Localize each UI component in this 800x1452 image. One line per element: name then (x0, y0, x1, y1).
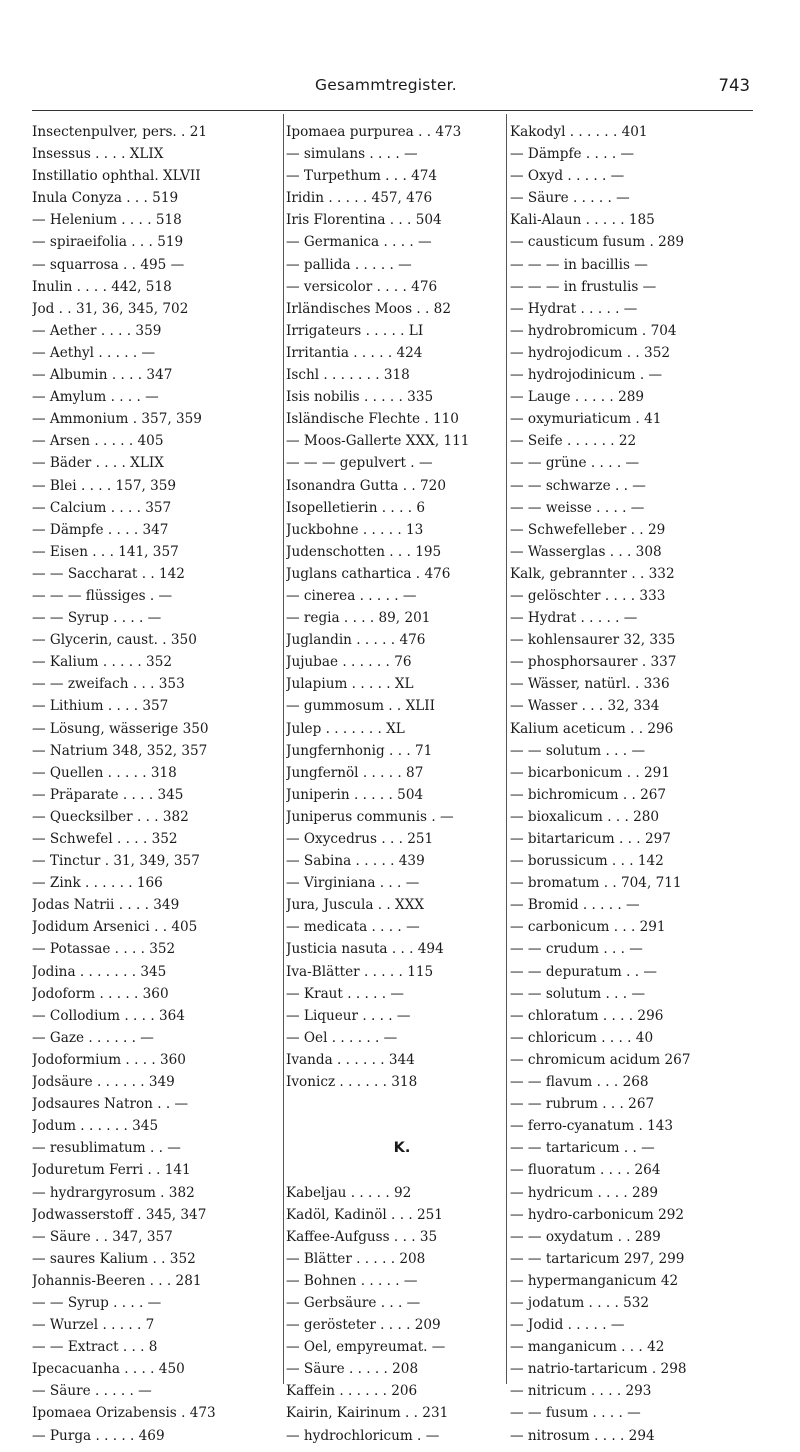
index-entry: Kaffee-Aufguss . . . 35 (286, 1228, 438, 1245)
index-entry: — bicarbonicum . . 291 (510, 764, 670, 781)
index-entry: Jodwasserstoff . 345, 347 (32, 1206, 207, 1223)
index-entry: — Hydrat . . . . . — (510, 300, 638, 317)
index-entry: — Säure . . . . . 208 (286, 1361, 419, 1378)
index-entry: Jujubae . . . . . . 76 (286, 654, 412, 671)
index-entry: — oxymuriaticum . 41 (510, 411, 662, 428)
index-entry: — Jodid . . . . . — (510, 1317, 625, 1334)
index-entry: — Wässer, natürl. . 336 (510, 676, 670, 693)
index-entry: — Moos-Gallerte XXX, 111 (286, 433, 470, 450)
index-entry: — Glycerin, caust. . 350 (32, 632, 197, 649)
index-entry: — — oxydatum . . 289 (510, 1228, 661, 1245)
section-heading: K. (393, 1140, 411, 1157)
index-entry: — bichromicum . . 267 (510, 786, 667, 803)
index-entry: Jura, Juscula . . XXX (286, 897, 425, 914)
index-entry: — ferro-cyanatum . 143 (510, 1118, 674, 1135)
page-title: Gesammtregister. (315, 76, 457, 94)
index-entry: — Eisen . . . 141, 357 (32, 543, 179, 560)
index-entry: — Wurzel . . . . . 7 (32, 1317, 155, 1334)
index-entry: Iva-Blätter . . . . . 115 (286, 963, 434, 980)
index-entry: Kalk, gebrannter . . 332 (510, 565, 675, 582)
index-entry: — chromicum acidum 267 (510, 1051, 691, 1068)
index-entry: — — flavum . . . 268 (510, 1074, 649, 1091)
index-entry: — squarrosa . . 495 — (32, 256, 185, 273)
index-entry: Irritantia . . . . . 424 (286, 344, 423, 361)
index-entry: — — — flüssiges . — (32, 587, 173, 604)
index-entry: — — schwarze . . — (510, 477, 646, 494)
index-entry: — hydrojodinicum . — (510, 367, 663, 384)
index-entry: Johannis-Beeren . . . 281 (32, 1272, 202, 1289)
index-entry: Isopelletierin . . . . 6 (286, 499, 426, 516)
index-entry: Juglans cathartica . 476 (286, 565, 451, 582)
index-entry: Jodoform . . . . . 360 (32, 985, 169, 1002)
index-entry: — Turpethum . . . 474 (286, 168, 438, 185)
index-entry: — Germanica . . . . — (286, 234, 432, 251)
index-entry: Kalium aceticum . . 296 (510, 720, 674, 737)
index-entry: — Säure . . . . . — (32, 1383, 152, 1400)
index-entry: — Virginiana . . . — (286, 875, 420, 892)
index-entry: Jodoformium . . . . 360 (32, 1051, 186, 1068)
index-entry: — Helenium . . . . 518 (32, 212, 182, 229)
index-entry: — regia . . . . 89, 201 (286, 610, 431, 627)
index-entry: — hypermanganicum 42 (510, 1272, 679, 1289)
index-entry: — Säure . . 347, 357 (32, 1228, 173, 1245)
index-entry: — — — gepulvert . — (286, 455, 433, 472)
index-entry: — hydrobromicum . 704 (510, 322, 677, 339)
index-entry: Jungfernhonig . . . 71 (286, 742, 433, 759)
index-entry: Kali-Alaun . . . . . 185 (510, 212, 655, 229)
index-entry: — — depuratum . . — (510, 963, 657, 980)
column-divider (283, 114, 284, 1384)
index-entry: Ipomaea Orizabensis . 473 (32, 1405, 216, 1422)
index-entry: — fluoratum . . . . 264 (510, 1162, 661, 1179)
index-entry: — saures Kalium . . 352 (32, 1250, 196, 1267)
index-entry: — Wasser . . . 32, 334 (510, 698, 660, 715)
index-entry: — Liqueur . . . . — (286, 1007, 411, 1024)
index-entry: — causticum fusum . 289 (510, 234, 685, 251)
index-entry: — Gaze . . . . . . — (32, 1029, 154, 1046)
index-entry: — hydrojodicum . . 352 (510, 344, 670, 361)
index-entry: Judenschotten . . . 195 (286, 543, 442, 560)
index-entry: — pallida . . . . . — (286, 256, 412, 273)
index-entry: — Oxyd . . . . . — (510, 168, 625, 185)
index-entry: — hydricum . . . . 289 (510, 1184, 658, 1201)
index-entry: — chloricum . . . . 40 (510, 1029, 654, 1046)
index-entry: Irländisches Moos . . 82 (286, 300, 451, 317)
index-entry: — natrio-tartaricum . 298 (510, 1361, 687, 1378)
index-entry: Instillatio ophthal. XLVII (32, 168, 201, 185)
index-entry: — Sabina . . . . . 439 (286, 853, 425, 870)
index-entry: — jodatum . . . . 532 (510, 1294, 650, 1311)
index-entry: Kairin, Kairinum . . 231 (286, 1405, 449, 1422)
index-entry: — Blätter . . . . . 208 (286, 1250, 426, 1267)
index-entry: — simulans . . . . — (286, 146, 418, 163)
index-entry: — Kraut . . . . . — (286, 985, 405, 1002)
index-entry: Isis nobilis . . . . . 335 (286, 389, 434, 406)
index-column-1 (32, 121, 264, 1447)
index-entry: — Tinctur . 31, 349, 357 (32, 853, 200, 870)
index-entry: Jod . . 31, 36, 345, 702 (32, 300, 189, 317)
index-entry: — Bohnen . . . . . — (286, 1272, 418, 1289)
index-entry: — Wasserglas . . . 308 (510, 543, 662, 560)
index-entry: — kohlensaurer 32, 335 (510, 632, 676, 649)
index-entry: — gummosum . . XLII (286, 698, 436, 715)
index-entry: — — rubrum . . . 267 (510, 1096, 655, 1113)
index-entry: — — solutum . . . — (510, 742, 646, 759)
index-entry: — gerösteter . . . . 209 (286, 1317, 441, 1334)
index-entry: Juglandin . . . . . 476 (286, 632, 426, 649)
blank-line (286, 1159, 518, 1181)
index-entry: — bitartaricum . . . 297 (510, 831, 671, 847)
index-entry: Jodum . . . . . . 345 (32, 1118, 159, 1135)
index-entry: — Calcium . . . . 357 (32, 499, 172, 516)
index-entry: — — Saccharat . . 142 (32, 565, 185, 582)
index-entry: — — tartaricum 297, 299 (510, 1250, 685, 1267)
index-entry: — cinerea . . . . . — (286, 587, 417, 604)
index-entry: — — solutum . . . — (510, 985, 646, 1002)
index-entry: — Schwefel . . . . 352 (32, 831, 178, 847)
index-entry: — carbonicum . . . 291 (510, 919, 666, 936)
index-entry: Julep . . . . . . . XL (286, 720, 405, 737)
index-entry: — borussicum . . . 142 (510, 853, 664, 870)
index-entry: Kadöl, Kadinöl . . . 251 (286, 1206, 443, 1223)
index-entry: — chloratum . . . . 296 (510, 1007, 664, 1024)
index-entry: Ivanda . . . . . . 344 (286, 1051, 415, 1068)
index-entry: Inula Conyza . . . 519 (32, 190, 179, 207)
blank-line (286, 1093, 518, 1115)
index-entry: — Gerbsäure . . . — (286, 1294, 421, 1311)
index-entry: — Hydrat . . . . . — (510, 610, 638, 627)
index-entry: — hydro-carbonicum 292 (510, 1206, 685, 1223)
index-entry: — — — in frustulis — (510, 278, 657, 295)
index-entry: — hydrochloricum . — (286, 1427, 440, 1444)
index-entry: — Amylum . . . . — (32, 389, 159, 406)
index-entry: Kaffein . . . . . . 206 (286, 1383, 418, 1400)
index-entry: Justicia nasuta . . . 494 (286, 941, 444, 958)
index-entry: — Bäder . . . . XLIX (32, 455, 164, 472)
index-entry: — Ammonium . 357, 359 (32, 411, 202, 428)
index-entry: — bromatum . . 704, 711 (510, 875, 682, 892)
index-entry: — Natrium 348, 352, 357 (32, 742, 208, 759)
index-entry: Isländische Flechte . 110 (286, 411, 459, 428)
index-column-2 (286, 121, 518, 1447)
index-entry: — — fusum . . . . — (510, 1405, 641, 1422)
index-entry: — Oxycedrus . . . 251 (286, 831, 434, 847)
index-entry: — Lauge . . . . . 289 (510, 389, 645, 406)
index-entry: — Arsen . . . . . 405 (32, 433, 164, 450)
index-entry: Ipomaea purpurea . . 473 (286, 124, 462, 140)
index-entry: Kakodyl . . . . . . 401 (510, 124, 648, 140)
index-entry: — Oel . . . . . . — (286, 1029, 398, 1046)
index-entry: — — weisse . . . . — (510, 499, 645, 516)
index-entry: Kabeljau . . . . . 92 (286, 1184, 412, 1201)
index-entry: — resublimatum . . — (32, 1140, 181, 1157)
index-entry: — Dämpfe . . . . 347 (32, 521, 169, 538)
index-entry: Ivonicz . . . . . . 318 (286, 1074, 418, 1091)
index-entry: Ischl . . . . . . . 318 (286, 367, 410, 384)
index-entry: Jodidum Arsenici . . 405 (32, 919, 198, 936)
index-entry: Juniperin . . . . . 504 (286, 786, 424, 803)
index-entry: — Präparate . . . . 345 (32, 786, 184, 803)
index-entry: — Potassae . . . . 352 (32, 941, 176, 958)
index-entry: — Säure . . . . . — (510, 190, 630, 207)
index-entry: Iridin . . . . . 457, 476 (286, 190, 433, 207)
page-header (0, 76, 800, 102)
index-entry: — hydrargyrosum . 382 (32, 1184, 195, 1201)
index-entry: — medicata . . . . — (286, 919, 420, 936)
index-entry: Jodina . . . . . . . 345 (32, 963, 167, 980)
index-entry: — Quecksilber . . . 382 (32, 808, 189, 825)
index-entry: Ipecacuanha . . . . 450 (32, 1361, 185, 1378)
index-entry: — gelöschter . . . . 333 (510, 587, 666, 604)
index-entry: — nitricum . . . . 293 (510, 1383, 652, 1400)
index-entry: Insessus . . . . XLIX (32, 146, 164, 163)
header-rule (32, 110, 753, 111)
index-entry: Julapium . . . . . XL (286, 676, 414, 693)
index-entry: — Zink . . . . . . 166 (32, 875, 163, 892)
index-entry: — Quellen . . . . . 318 (32, 764, 177, 781)
index-entry: — bioxalicum . . . 280 (510, 808, 660, 825)
index-entry: — spiraeifolia . . . 519 (32, 234, 184, 251)
index-entry: — versicolor . . . . 476 (286, 278, 438, 295)
index-entry: Isonandra Gutta . . 720 (286, 477, 446, 494)
index-entry: Iris Florentina . . . 504 (286, 212, 442, 229)
index-entry: — Schwefelleber . . 29 (510, 521, 666, 538)
index-entry: — Lithium . . . . 357 (32, 698, 169, 715)
index-entry: — phosphorsaurer . 337 (510, 654, 677, 671)
index-entry: — Aether . . . . 359 (32, 322, 162, 339)
index-entry: Jodsaures Natron . . — (32, 1096, 189, 1113)
index-entry: — Lösung, wässerige 350 (32, 720, 209, 737)
index-entry: — Blei . . . . 157, 359 (32, 477, 177, 494)
index-entry: Joduretum Ferri . . 141 (32, 1162, 191, 1179)
index-entry: — Albumin . . . . 347 (32, 367, 173, 384)
page-number: 743 (718, 76, 750, 95)
index-entry: Jodsäure . . . . . . 349 (32, 1074, 175, 1091)
index-entry: — nitrosum . . . . 294 (510, 1427, 655, 1444)
index-entry: Insectenpulver, pers. . 21 (32, 124, 207, 140)
index-entry: — — zweifach . . . 353 (32, 676, 185, 693)
column-divider (506, 114, 507, 1384)
blank-line (286, 1115, 518, 1137)
index-entry: — — Syrup . . . . — (32, 1294, 162, 1311)
index-entry: — — Syrup . . . . — (32, 610, 162, 627)
index-entry: — — Extract . . . 8 (32, 1339, 158, 1356)
index-entry: — Bromid . . . . . — (510, 897, 640, 914)
index-entry: Juniperus communis . — (286, 808, 454, 825)
index-entry: Juckbohne . . . . . 13 (286, 521, 424, 538)
index-entry: — — tartaricum . . — (510, 1140, 655, 1157)
index-entry: — manganicum . . . 42 (510, 1339, 665, 1356)
index-entry: — Collodium . . . . 364 (32, 1007, 185, 1024)
index-entry: — Kalium . . . . . 352 (32, 654, 172, 671)
index-entry: Jodas Natrii . . . . 349 (32, 897, 180, 914)
index-entry: — — crudum . . . — (510, 941, 643, 958)
index-entry: — Oel, empyreumat. — (286, 1339, 446, 1356)
index-column-3 (510, 121, 750, 1447)
index-entry: Irrigateurs . . . . . LI (286, 322, 424, 339)
index-entry: Inulin . . . . 442, 518 (32, 278, 172, 295)
index-entry: — Purga . . . . . 469 (32, 1427, 165, 1444)
index-entry: — Aethyl . . . . . — (32, 344, 156, 361)
index-entry: — Seife . . . . . . 22 (510, 433, 637, 450)
index-entry: — Dämpfe . . . . — (510, 146, 635, 163)
index-entry: Jungfernöl . . . . . 87 (286, 764, 424, 781)
index-entry: — — — in bacillis — (510, 256, 648, 273)
index-entry: — — grüne . . . . — (510, 455, 640, 472)
